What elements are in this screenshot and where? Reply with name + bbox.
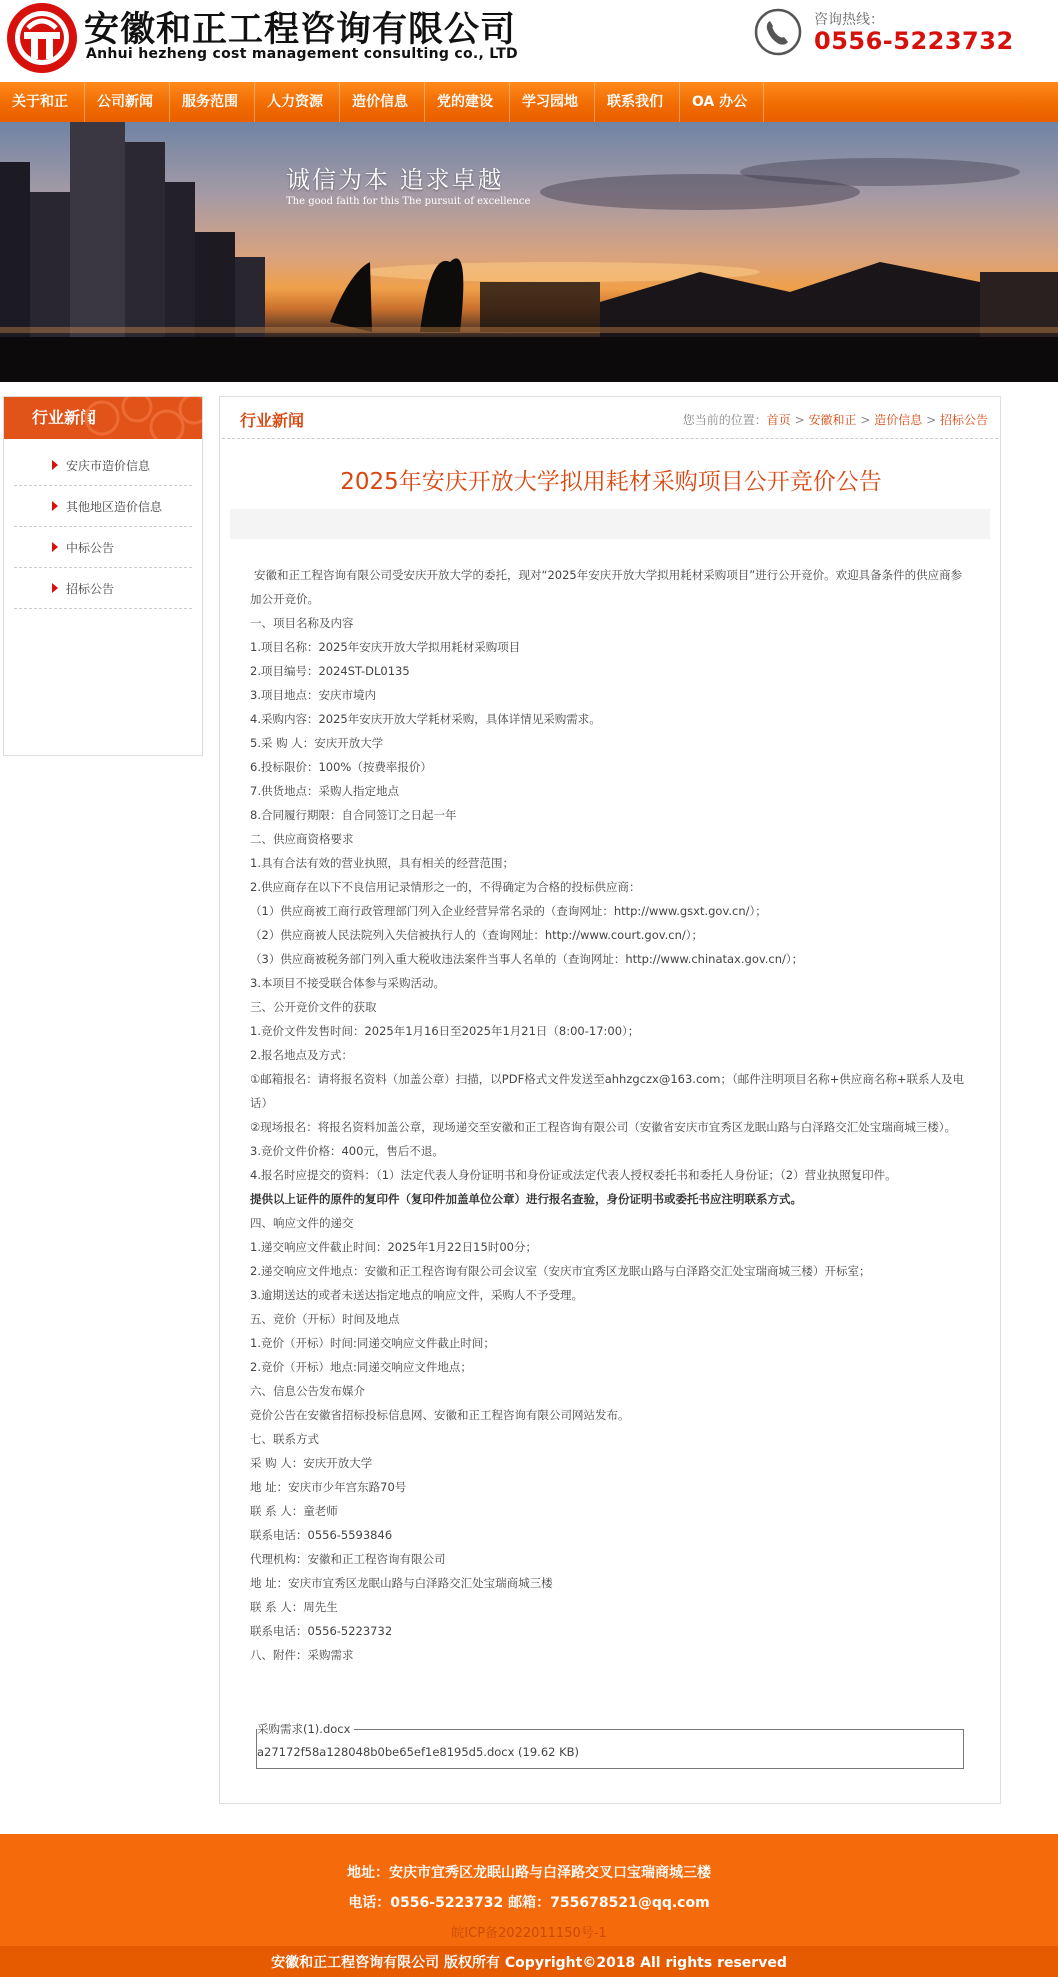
main-nav bbox=[0, 82, 1058, 122]
sidebar-item-anqing-cost[interactable] bbox=[14, 445, 192, 486]
article-paragraph: 1.具有合法有效的营业执照，具有相关的经营范围； bbox=[250, 856, 514, 870]
article-paragraph: 联系电话：0556-5593846 bbox=[250, 1528, 393, 1542]
site-header bbox=[0, 0, 1058, 82]
nav-item-oa[interactable]: OA 办公 bbox=[680, 82, 764, 122]
footer-address: 地址：安庆市宜秀区龙眠山路与白泽路交叉口宝瑞商城三楼 bbox=[347, 1865, 711, 1881]
breadcrumb-hezheng[interactable]: 安徽和正 bbox=[808, 413, 857, 427]
sidebar-item-other-cost[interactable] bbox=[14, 486, 192, 527]
main-content bbox=[219, 396, 1001, 1804]
article-paragraph: 2.项目编号：2024ST-DL0135 bbox=[250, 664, 410, 678]
article-paragraph: 提供以上证件的原件的复印件（复印件加盖单位公章）进行报名查验，身份证明书或委托书应注明联系方式。 bbox=[250, 1192, 802, 1206]
banner-slogan-en: The good faith for this The pursuit of excellence bbox=[286, 196, 531, 207]
banner-slogan: 诚信为本 追求卓越 bbox=[286, 166, 504, 194]
article-title: 2025年安庆开放大学拟用耗材采购项目公开竞价公告 bbox=[340, 469, 882, 495]
breadcrumb bbox=[683, 411, 988, 428]
article-paragraph: 六、信息公告发布媒介 bbox=[250, 1384, 365, 1398]
section-title: 行业新闻 bbox=[240, 411, 305, 430]
article-paragraph: 1.项目名称：2025年安庆开放大学拟用耗材采购项目 bbox=[250, 640, 521, 654]
footer-icp-link[interactable]: 皖ICP备2022011150号-1 bbox=[451, 1926, 607, 1941]
attachment-box bbox=[256, 1722, 964, 1769]
hotline-number: 0556-5223732 bbox=[814, 27, 1014, 55]
site-footer bbox=[0, 1834, 1058, 1977]
sidebar-item-label: 其他地区造价信息 bbox=[66, 499, 163, 514]
article-paragraph: 3.逾期送达的或者未送达指定地点的响应文件，采购人不予受理。 bbox=[250, 1288, 583, 1302]
article-paragraph: （2）供应商被人民法院列入失信被执行人的（查询网址：http://www.court.gov.cn/）； bbox=[250, 928, 704, 942]
article-paragraph: 3.竞价文件价格：400元，售后不退。 bbox=[250, 1144, 444, 1158]
company-name-cn: 安徽和正工程咨询有限公司 bbox=[84, 10, 517, 50]
article-paragraph: 联 系 人：童老师 bbox=[250, 1504, 338, 1518]
article-paragraph: 地 址：安庆市少年宫东路70号 bbox=[250, 1480, 407, 1494]
article-paragraph: 安徽和正工程咨询有限公司受安庆开放大学的委托，现对“2025年安庆开放大学拟用耗材采购项目”进行公开竞价。欢迎具备条件的供应商参加公开竞价。 bbox=[250, 568, 963, 606]
nav-item-hr[interactable]: 人力资源 bbox=[255, 82, 340, 122]
article-paragraph: 1.递交响应文件截止时间：2025年1月22日15时00分； bbox=[250, 1240, 537, 1254]
article-paragraph: 七、联系方式 bbox=[250, 1432, 319, 1446]
footer-copyright: 安徽和正工程咨询有限公司 版权所有 Copyright©2018 All rights reserved bbox=[271, 1955, 787, 1971]
article-paragraph: 2.递交响应文件地点：安徽和正工程咨询有限公司会议室（安庆市宜秀区龙眠山路与白泽路交汇处宝瑞商城三楼）开标室； bbox=[250, 1264, 871, 1278]
sidebar-item-label: 招标公告 bbox=[66, 581, 115, 596]
nav-item-about[interactable]: 关于和正 bbox=[0, 82, 85, 122]
article-paragraph: 1.竞价（开标）时间:同递交响应文件截止时间； bbox=[250, 1336, 495, 1350]
sidebar bbox=[3, 396, 203, 756]
nav-item-company-news[interactable]: 公司新闻 bbox=[85, 82, 170, 122]
sidebar-header bbox=[4, 397, 202, 439]
article-paragraph: 8.合同履行期限：自合同签订之日起一年 bbox=[250, 808, 457, 822]
article-paragraph: 联 系 人：周先生 bbox=[250, 1600, 338, 1614]
article-body bbox=[250, 563, 970, 1667]
breadcrumb-separator: > bbox=[794, 413, 805, 427]
article-paragraph: 2.竞价（开标）地点:同递交响应文件地点； bbox=[250, 1360, 472, 1374]
sidebar-item-tender-notice[interactable] bbox=[14, 568, 192, 609]
article-paragraph: 八、附件：采购需求 bbox=[250, 1648, 354, 1662]
article-paragraph: 采 购 人：安庆开放大学 bbox=[250, 1456, 373, 1470]
city-skyline-image bbox=[0, 122, 1058, 382]
article-paragraph: 代理机构：安徽和正工程咨询有限公司 bbox=[250, 1552, 446, 1566]
article-paragraph: 一、项目名称及内容 bbox=[250, 616, 354, 630]
article-paragraph: 2.报名地点及方式： bbox=[250, 1048, 353, 1062]
nav-item-contact[interactable]: 联系我们 bbox=[595, 82, 680, 122]
attachment-file-link[interactable]: a27172f58a128048b0be65ef1e8195d5.docx (19.62 KB) bbox=[257, 1745, 580, 1759]
article-paragraph: 4.报名时应提交的资料：（1）法定代表人身份证明书和身份证或法定代表人授权委托书和委托人身份证；（2）营业执照复印件。 bbox=[250, 1168, 897, 1182]
phone-icon bbox=[754, 8, 802, 56]
nav-item-party[interactable]: 党的建设 bbox=[425, 82, 510, 122]
footer-bottom-bar bbox=[0, 1946, 1058, 1977]
sidebar-item-label: 中标公告 bbox=[66, 540, 115, 555]
article-paragraph: 二、供应商资格要求 bbox=[250, 832, 354, 846]
article-paragraph: （1）供应商被工商行政管理部门列入企业经营异常名录的（查询网址：http://www.gsxt.gov.cn/）； bbox=[250, 904, 767, 918]
nav-item-learning[interactable]: 学习园地 bbox=[510, 82, 595, 122]
article-paragraph: （3）供应商被税务部门列入重大税收违法案件当事人名单的（查询网址：http://www.chinatax.gov.cn/）； bbox=[250, 952, 804, 966]
breadcrumb-home[interactable]: 首页 bbox=[766, 413, 791, 427]
article-paragraph: ①邮箱报名：请将报名资料（加盖公章）扫描，以PDF格式文件发送至ahhzgczx@163.com；（邮件注明项目名称+供应商名称+联系人及电话） bbox=[250, 1072, 965, 1110]
decorative-swirl-icon bbox=[82, 397, 202, 439]
article-paragraph: ②现场报名：将报名资料加盖公章，现场递交至安徽和正工程咨询有限公司（安徽省安庆市宜秀区龙眠山路与白泽路交汇处宝瑞商城三楼）。 bbox=[250, 1120, 957, 1134]
article-paragraph: 4.采购内容：2025年安庆开放大学耗材采购，具体详情见采购需求。 bbox=[250, 712, 601, 726]
sidebar-item-award-notice[interactable] bbox=[14, 527, 192, 568]
company-name-en: Anhui hezheng cost management consulting co., LTD bbox=[86, 46, 518, 62]
article-paragraph: 3.项目地点：安庆市境内 bbox=[250, 688, 376, 702]
breadcrumb-prefix: 您当前的位置： bbox=[682, 413, 767, 427]
main-header bbox=[222, 397, 998, 439]
article-paragraph: 7.供货地点：采购人指定地点 bbox=[250, 784, 399, 798]
article-paragraph: 三、公开竞价文件的获取 bbox=[250, 1000, 377, 1014]
article-paragraph: 1.竞价文件发售时间：2025年1月16日至2025年1月21日（8:00-17:00）； bbox=[250, 1024, 640, 1038]
company-logo-icon[interactable] bbox=[4, 2, 80, 74]
article-paragraph: 地 址：安庆市宜秀区龙眠山路与白泽路交汇处宝瑞商城三楼 bbox=[250, 1576, 553, 1590]
article-paragraph: 6.投标限价：100%（按费率报价） bbox=[250, 760, 432, 774]
article-paragraph: 2.供应商存在以下不良信用记录情形之一的，不得确定为合格的投标供应商： bbox=[250, 880, 641, 894]
hero-banner bbox=[0, 122, 1058, 382]
breadcrumb-separator: > bbox=[926, 413, 937, 427]
article-paragraph: 四、响应文件的递交 bbox=[250, 1216, 354, 1230]
article-meta-bar bbox=[230, 509, 990, 539]
hotline-label: 咨询热线： bbox=[814, 12, 884, 28]
arrow-right-icon bbox=[52, 583, 58, 593]
article-paragraph: 五、竞价（开标）时间及地点 bbox=[250, 1312, 400, 1326]
breadcrumb-tender[interactable]: 招标公告 bbox=[939, 413, 988, 427]
article-paragraph: 3.本项目不接受联合体参与采购活动。 bbox=[250, 976, 445, 990]
arrow-right-icon bbox=[52, 501, 58, 511]
article-paragraph: 联系电话：0556-5223732 bbox=[250, 1624, 393, 1638]
sidebar-list bbox=[4, 439, 202, 609]
sidebar-title: 行业新闻 bbox=[32, 408, 97, 427]
arrow-right-icon bbox=[52, 542, 58, 552]
attachment-name: 采购需求(1).docx bbox=[257, 1721, 354, 1737]
article-paragraph: 竞价公告在安徽省招标投标信息网、安徽和正工程咨询有限公司网站发布。 bbox=[250, 1408, 630, 1422]
nav-item-services[interactable]: 服务范围 bbox=[170, 82, 255, 122]
article-paragraph: 5.采 购 人：安庆开放大学 bbox=[250, 736, 384, 750]
breadcrumb-separator: > bbox=[860, 413, 871, 427]
breadcrumb-cost-info[interactable]: 造价信息 bbox=[874, 413, 923, 427]
footer-contact: 电话：0556-5223732 邮箱：755678521@qq.com bbox=[348, 1895, 710, 1911]
nav-item-cost-info[interactable]: 造价信息 bbox=[340, 82, 425, 122]
arrow-right-icon bbox=[52, 460, 58, 470]
sidebar-item-label: 安庆市造价信息 bbox=[66, 458, 151, 473]
